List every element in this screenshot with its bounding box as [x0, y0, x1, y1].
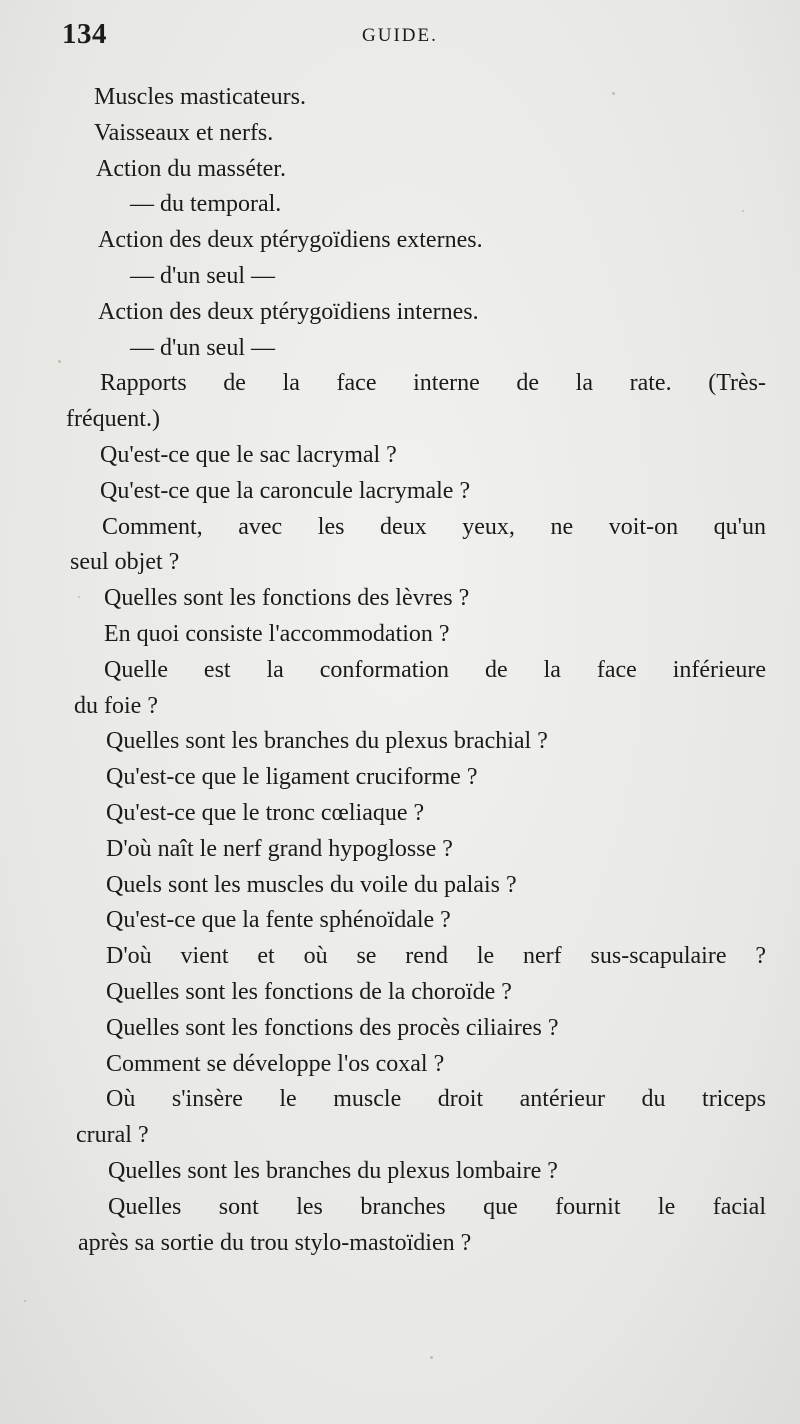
text-line: Quelles sont les branches que fournit le facial	[108, 1193, 766, 1220]
text-line: — d'un seul —	[130, 262, 275, 289]
text-line: Qu'est-ce que le sac lacrymal ?	[100, 441, 397, 468]
text-line: Quelle est la conformation de la face inférieure	[104, 656, 766, 683]
paper-speck	[612, 92, 615, 95]
paper-speck	[430, 1356, 433, 1359]
text-line: D'où naît le nerf grand hypoglosse ?	[106, 835, 453, 862]
text-line: Action des deux ptérygoïdiens externes.	[98, 227, 483, 254]
text-line: Quelles sont les fonctions des procès ciliaires ?	[106, 1014, 559, 1041]
paper-speck	[24, 1300, 26, 1302]
text-line: Action du masséter.	[96, 155, 286, 182]
text-line: En quoi consiste l'accommodation ?	[104, 620, 450, 647]
paper-speck	[78, 596, 80, 598]
text-line: — du temporal.	[130, 191, 282, 218]
text-line: crural ?	[76, 1122, 149, 1149]
body-text	[66, 80, 766, 1261]
text-line: Où s'insère le muscle droit antérieur du triceps	[106, 1086, 766, 1113]
text-line: Quelles sont les branches du plexus brachial ?	[106, 728, 548, 755]
text-line: Quelles sont les fonctions des lèvres ?	[104, 585, 470, 612]
text-line: Quelles sont les fonctions de la choroïde ?	[106, 978, 512, 1005]
text-line: après sa sortie du trou stylo-mastoïdien ?	[78, 1229, 472, 1256]
page-number: 134	[62, 18, 107, 50]
text-line: Muscles masticateurs.	[94, 84, 306, 110]
text-line: du foie ?	[74, 692, 158, 719]
text-line: Quelles sont les branches du plexus lombaire ?	[108, 1157, 558, 1184]
text-line: fréquent.)	[66, 406, 160, 433]
paper-speck	[742, 210, 744, 212]
text-line: Comment se développe l'os coxal ?	[106, 1050, 445, 1077]
text-line: Rapports de la face interne de la rate. (Très-	[100, 370, 766, 397]
running-head: GUIDE.	[362, 25, 438, 46]
text-line: Qu'est-ce que la caroncule lacrymale ?	[100, 477, 471, 504]
text-line: Comment, avec les deux yeux, ne voit-on qu'un	[102, 513, 766, 540]
text-line: seul objet ?	[70, 549, 180, 576]
paper-speck	[58, 360, 61, 363]
text-line: Qu'est-ce que la fente sphénoïdale ?	[106, 907, 451, 934]
text-line: Qu'est-ce que le tronc cœliaque ?	[106, 799, 425, 826]
text-line: Action des deux ptérygoïdiens internes.	[98, 298, 479, 325]
text-line: — d'un seul —	[130, 334, 275, 361]
text-line: D'où vient et où se rend le nerf sus-scapulaire ?	[106, 943, 766, 970]
text-line: Qu'est-ce que le ligament cruciforme ?	[106, 764, 478, 791]
text-line: Quels sont les muscles du voile du palais ?	[106, 871, 517, 898]
text-line: Vaisseaux et nerfs.	[94, 119, 274, 146]
page-header	[0, 18, 800, 52]
